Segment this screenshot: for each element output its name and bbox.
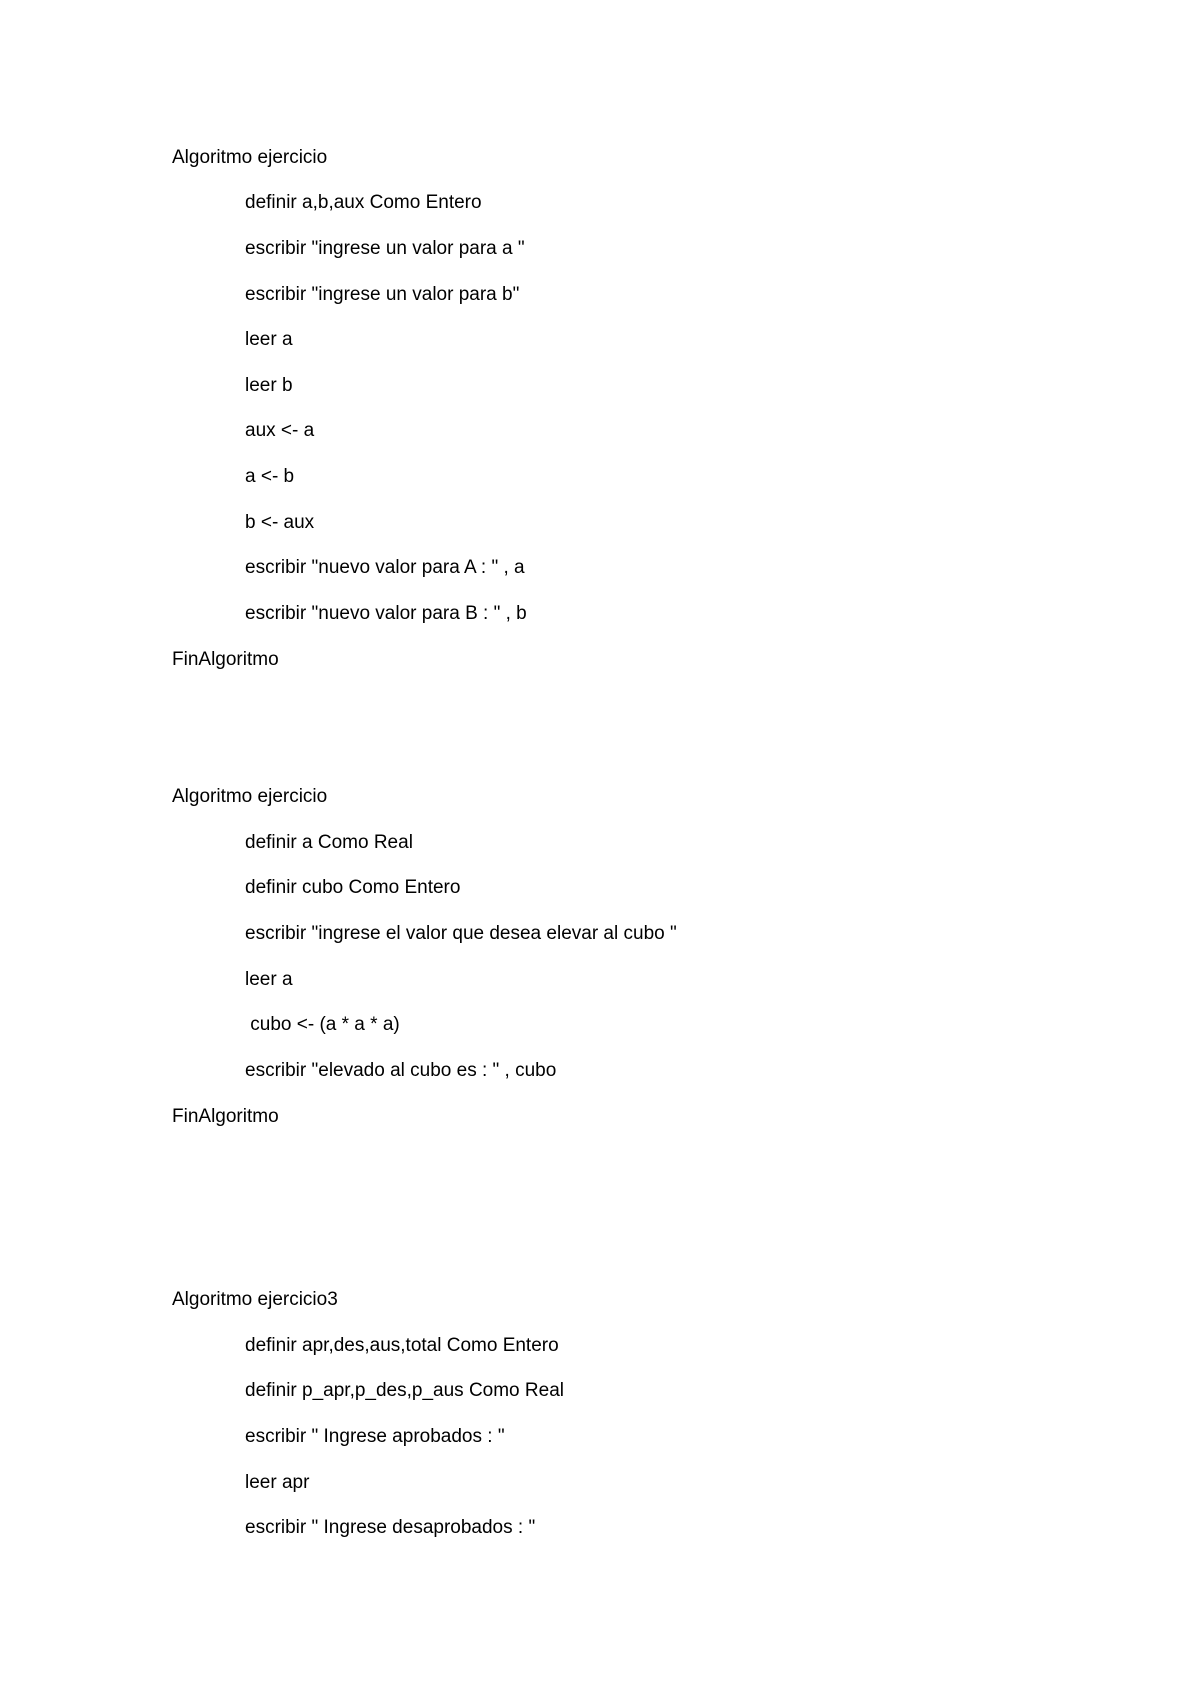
code-line: leer a	[245, 329, 293, 350]
code-line: escribir "nuevo valor para B : " , b	[245, 603, 527, 624]
code-line: leer apr	[245, 1472, 310, 1493]
code-line: a <- b	[245, 466, 295, 487]
code-line: definir cubo Como Entero	[245, 877, 461, 898]
code-line: b <- aux	[245, 512, 315, 533]
algorithm-footer: FinAlgoritmo	[172, 649, 279, 670]
code-line: escribir "nuevo valor para A : " , a	[245, 557, 525, 578]
code-line: leer a	[245, 969, 293, 990]
code-line: definir a,b,aux Como Entero	[245, 192, 482, 213]
code-line: definir p_apr,p_des,p_aus Como Real	[245, 1380, 564, 1401]
code-line: escribir "ingrese el valor que desea elevar al cubo "	[245, 923, 677, 944]
code-line: escribir "ingrese un valor para b"	[245, 284, 520, 305]
code-line: definir apr,des,aus,total Como Entero	[245, 1335, 559, 1356]
code-line: escribir "elevado al cubo es : " , cubo	[245, 1060, 557, 1081]
algorithm-header: Algoritmo ejercicio3	[172, 1289, 338, 1310]
algorithm-footer: FinAlgoritmo	[172, 1106, 279, 1127]
code-line: definir a Como Real	[245, 832, 413, 853]
algorithm-header: Algoritmo ejercicio	[172, 147, 328, 168]
code-line: aux <- a	[245, 420, 315, 441]
code-line: escribir "ingrese un valor para a "	[245, 238, 525, 259]
code-line: escribir " Ingrese aprobados : "	[245, 1426, 505, 1447]
algorithm-header: Algoritmo ejercicio	[172, 786, 328, 807]
code-line: leer b	[245, 375, 293, 396]
code-line: cubo <- (a * a * a)	[245, 1014, 400, 1035]
code-line: escribir " Ingrese desaprobados : "	[245, 1517, 536, 1538]
